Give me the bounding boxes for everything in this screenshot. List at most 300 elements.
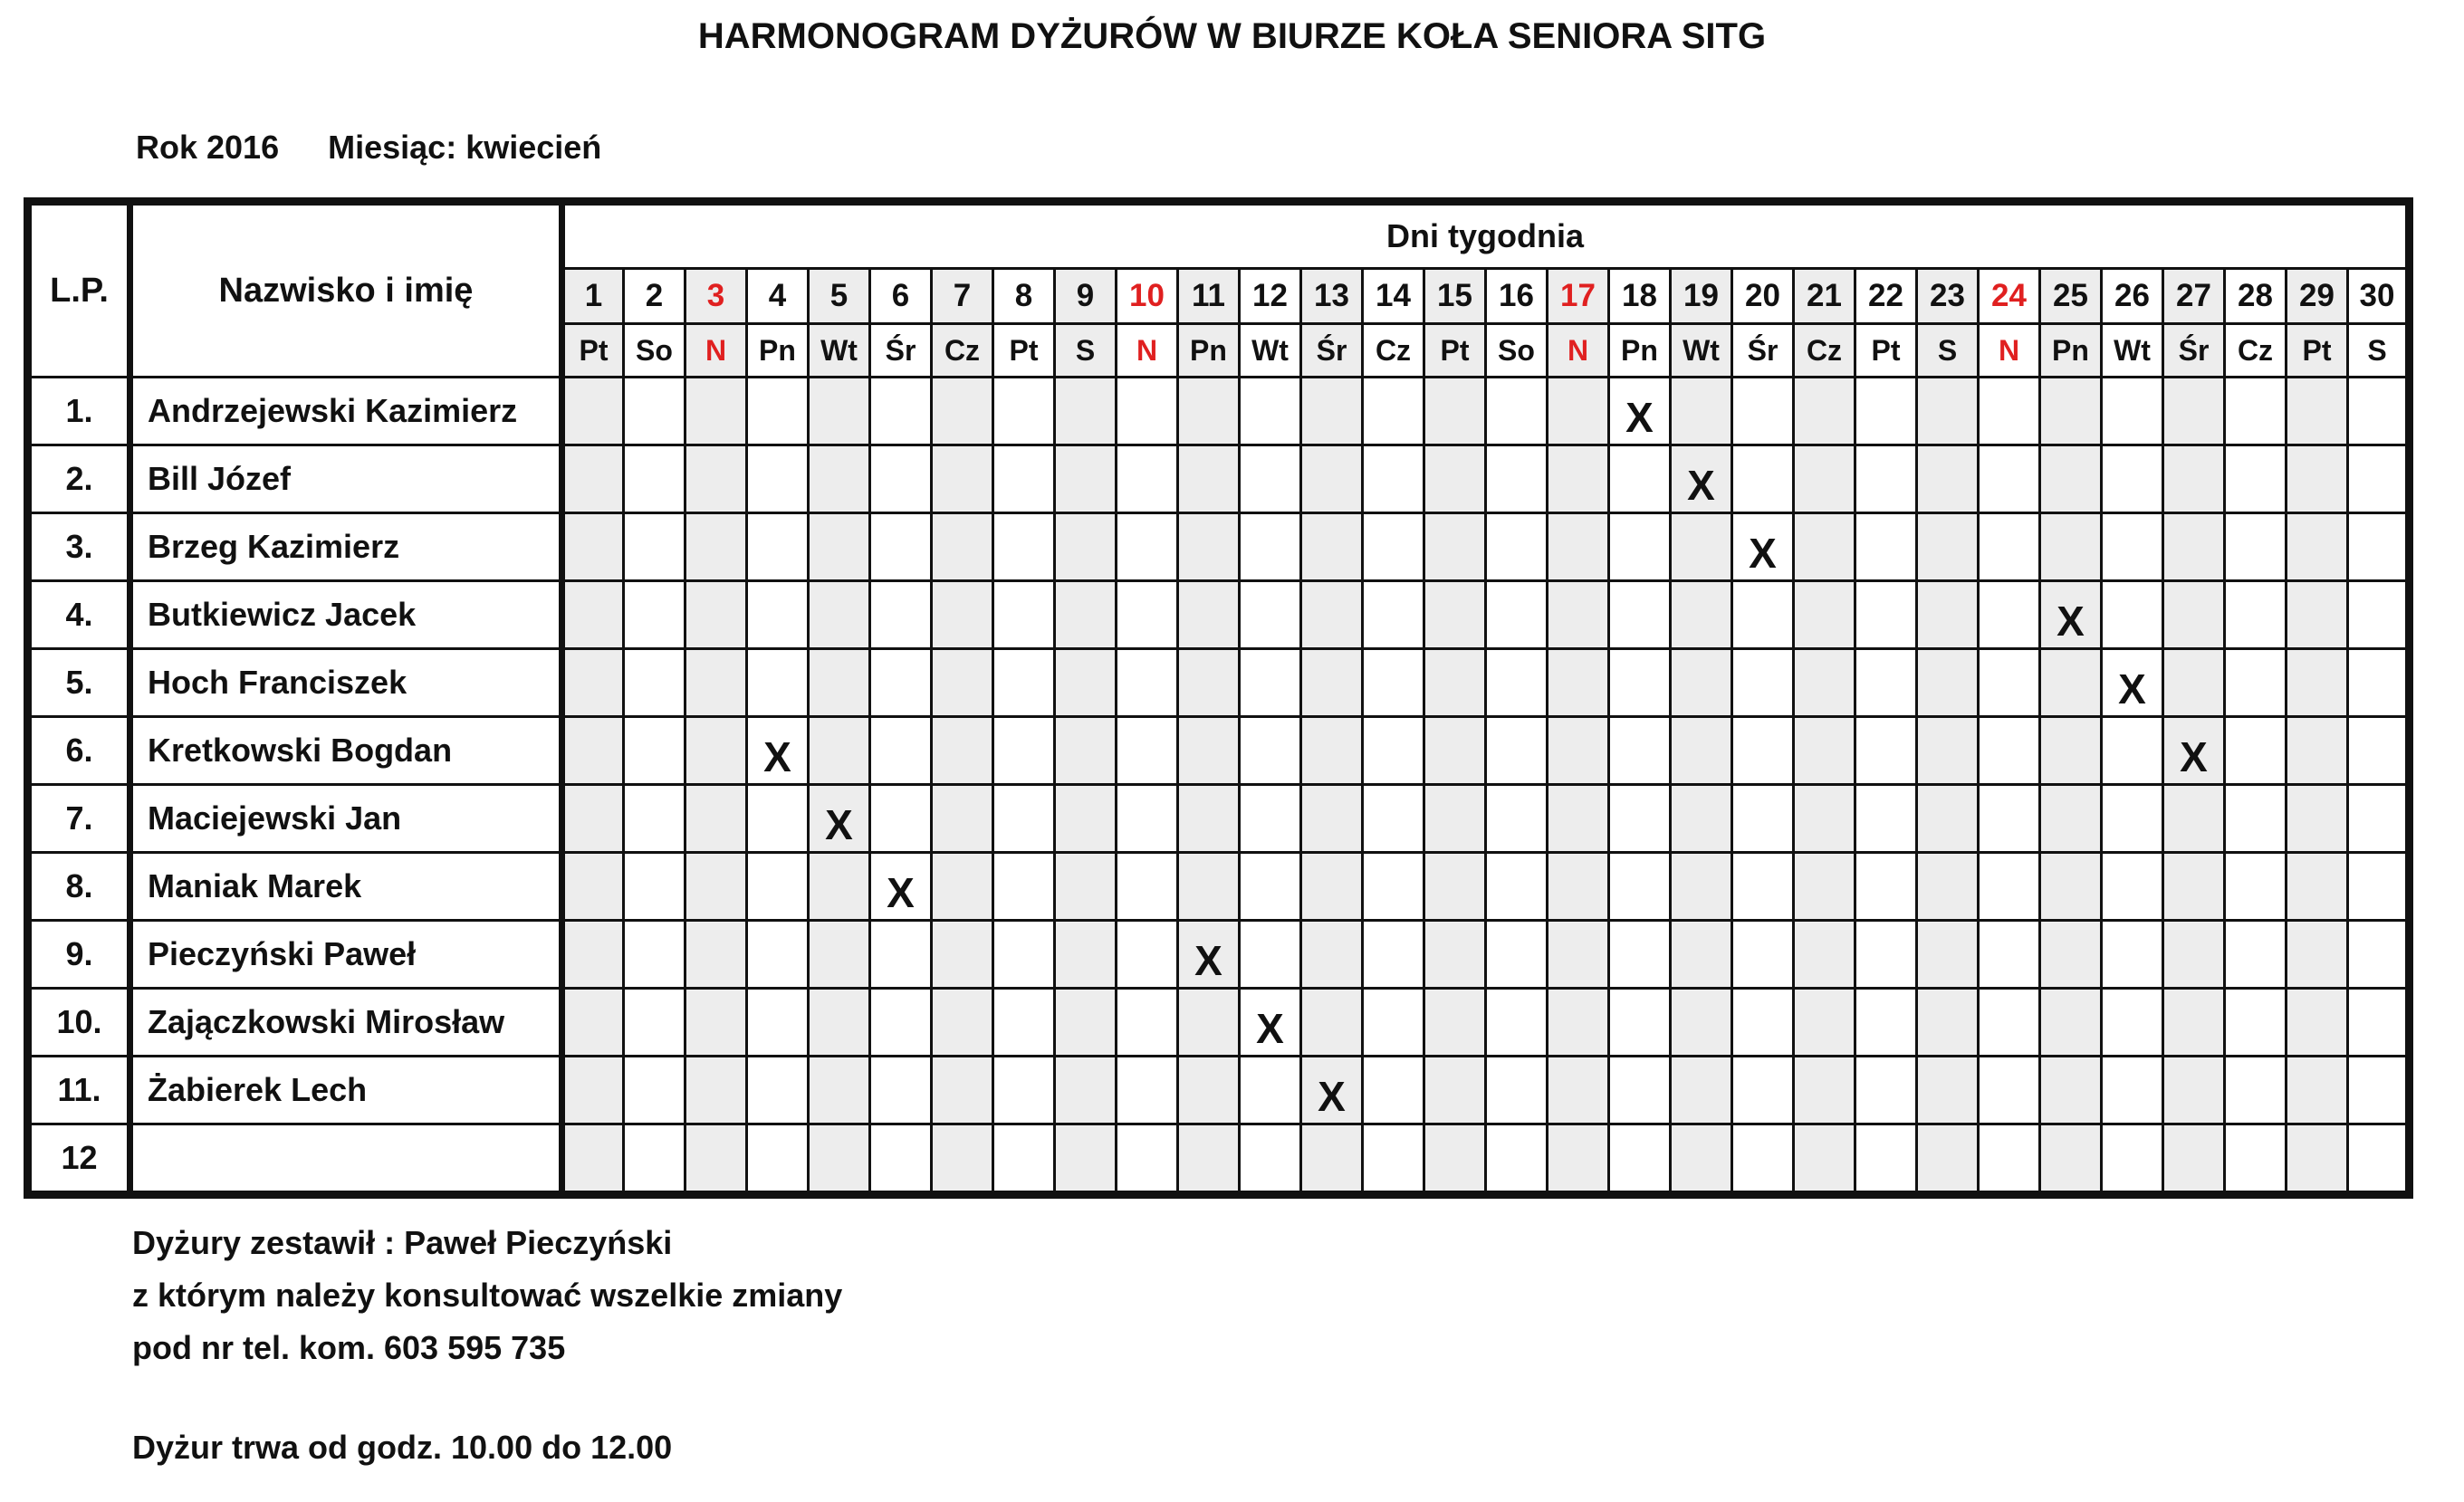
schedule-cell [1855,921,1917,989]
year-label: Rok 2016 [136,129,280,166]
lp-header: L.P. [28,202,130,378]
schedule-cell [1301,785,1363,853]
schedule-cell [2040,513,2102,581]
schedule-cell [1732,445,1794,513]
day-number: 9 [1055,269,1117,324]
duty-hours-note: Dyżur trwa od godz. 10.00 do 12.00 [132,1429,673,1466]
schedule-cell [2102,513,2163,581]
schedule-cell [1055,1124,1117,1195]
schedule-cell [2287,445,2348,513]
schedule-cell [1055,513,1117,581]
schedule-cell [1609,649,1671,717]
schedule-cell [2163,649,2225,717]
schedule-cell [624,649,686,717]
schedule-cell [1855,581,1917,649]
table-row [28,785,2410,853]
schedule-cell [1917,785,1979,853]
schedule-cell [1240,853,1301,921]
row-number: 7. [28,785,130,853]
schedule-cell [870,378,932,445]
schedule-cell [2163,853,2225,921]
day-abbr: N [1117,324,1178,378]
schedule-cell [1363,445,1424,513]
schedule-cell [1486,581,1548,649]
row-number: 11. [28,1057,130,1124]
schedule-cell [1732,717,1794,785]
table-row [28,989,2410,1057]
schedule-cell [562,989,624,1057]
schedule-cell [1240,378,1301,445]
schedule-cell [1178,1057,1240,1124]
schedule-cell [1424,785,1486,853]
schedule-cell [1178,378,1240,445]
schedule-cell [1917,378,1979,445]
schedule-cell [1117,581,1178,649]
duty-mark: X [870,853,932,921]
row-number: 6. [28,717,130,785]
schedule-cell [1979,1124,2040,1195]
day-abbr: Śr [1301,324,1363,378]
schedule-cell [1671,785,1732,853]
day-number: 10 [1117,269,1178,324]
schedule-cell [870,717,932,785]
schedule-cell [2225,445,2287,513]
schedule-cell [1548,581,1609,649]
schedule-cell [1548,378,1609,445]
schedule-cell [1979,445,2040,513]
schedule-cell [1301,853,1363,921]
schedule-cell [1917,1124,1979,1195]
schedule-cell [1917,649,1979,717]
schedule-cell [1178,785,1240,853]
schedule-cell [1855,1124,1917,1195]
schedule-cell [1301,378,1363,445]
day-number: 24 [1979,269,2040,324]
schedule-cell [1855,785,1917,853]
schedule-cell [1424,378,1486,445]
schedule-cell [2348,581,2410,649]
schedule-cell [1917,445,1979,513]
row-number: 8. [28,853,130,921]
schedule-cell [747,581,809,649]
schedule-cell [1609,921,1671,989]
schedule-cell [2102,853,2163,921]
schedule-cell [1855,989,1917,1057]
schedule-cell [1732,1057,1794,1124]
schedule-cell [1609,581,1671,649]
schedule-cell [1855,649,1917,717]
person-name: Żabierek Lech [130,1057,562,1124]
duty-mark: X [1240,989,1301,1057]
schedule-cell [1240,445,1301,513]
schedule-cell [1917,581,1979,649]
table-row [28,378,2410,445]
schedule-cell [1732,649,1794,717]
person-name: Butkiewicz Jacek [130,581,562,649]
schedule-cell [562,1124,624,1195]
schedule-cell [870,1057,932,1124]
schedule-cell [1794,1057,1855,1124]
schedule-cell [2287,921,2348,989]
day-abbr: Cz [2225,324,2287,378]
schedule-cell [1732,921,1794,989]
schedule-cell [1117,717,1178,785]
duty-mark: X [809,785,870,853]
schedule-cell [870,513,932,581]
schedule-cell [2040,1057,2102,1124]
schedule-cell [1609,445,1671,513]
day-number: 2 [624,269,686,324]
schedule-cell [1424,1124,1486,1195]
schedule-cell [686,989,747,1057]
schedule-cell [1240,513,1301,581]
schedule-cell [1240,717,1301,785]
schedule-cell [932,717,993,785]
schedule-cell [2040,378,2102,445]
schedule-cell [1486,785,1548,853]
day-abbr: Cz [1794,324,1855,378]
schedule-cell [624,717,686,785]
schedule-cell [562,513,624,581]
person-name: Kretkowski Bogdan [130,717,562,785]
schedule-cell [809,445,870,513]
schedule-cell [809,853,870,921]
days-header: Dni tygodnia [562,202,2410,269]
schedule-cell [1732,581,1794,649]
schedule-cell [993,1057,1055,1124]
day-abbr: S [1055,324,1117,378]
schedule-cell [1486,513,1548,581]
schedule-cell [2102,378,2163,445]
schedule-cell [1855,513,1917,581]
person-name: Pieczyński Paweł [130,921,562,989]
duty-mark: X [2102,649,2163,717]
schedule-cell [2287,378,2348,445]
duty-mark: X [1732,513,1794,581]
schedule-cell [624,378,686,445]
schedule-cell [809,717,870,785]
schedule-cell [2287,649,2348,717]
schedule-cell [624,581,686,649]
schedule-cell [993,649,1055,717]
schedule-cell [1855,717,1917,785]
schedule-cell [1055,445,1117,513]
day-number: 3 [686,269,747,324]
schedule-cell [1240,921,1301,989]
row-number: 4. [28,581,130,649]
schedule-cell [2225,1057,2287,1124]
schedule-cell [2102,1124,2163,1195]
schedule-cell [1794,445,1855,513]
table-row [28,853,2410,921]
schedule-cell [1486,921,1548,989]
row-number: 5. [28,649,130,717]
schedule-cell [1240,649,1301,717]
schedule-cell [1671,513,1732,581]
schedule-cell [1178,581,1240,649]
schedule-cell [1424,445,1486,513]
schedule-cell [1363,853,1424,921]
schedule-cell [1671,581,1732,649]
schedule-cell [2225,717,2287,785]
day-number: 26 [2102,269,2163,324]
page-title: HARMONOGRAM DYŻURÓW W BIURZE KOŁA SENIORA SITG [697,16,1767,56]
schedule-cell [1301,513,1363,581]
schedule-cell [1240,785,1301,853]
schedule-cell [1548,445,1609,513]
consult-note: z którym należy konsultować wszelkie zmiany [132,1277,843,1314]
schedule-cell [1548,1124,1609,1195]
schedule-cell [1301,649,1363,717]
schedule-cell [1548,513,1609,581]
day-number: 12 [1240,269,1301,324]
schedule-cell [1609,853,1671,921]
schedule-cell [624,989,686,1057]
schedule-cell [1117,1057,1178,1124]
schedule-cell [1117,989,1178,1057]
schedule-cell [1671,989,1732,1057]
schedule-cell [993,1124,1055,1195]
schedule-cell [562,1057,624,1124]
schedule-cell [870,581,932,649]
schedule-cell [1979,1057,2040,1124]
schedule-cell [1178,513,1240,581]
schedule-cell [1486,853,1548,921]
schedule-cell [809,649,870,717]
day-abbr: So [624,324,686,378]
schedule-cell [809,1124,870,1195]
schedule-cell [2348,989,2410,1057]
day-abbr: Śr [870,324,932,378]
schedule-cell [2163,445,2225,513]
schedule-cell [1979,921,2040,989]
table-row [28,921,2410,989]
schedule-cell [747,921,809,989]
schedule-cell [747,853,809,921]
schedule-cell [1794,717,1855,785]
schedule-cell [2287,581,2348,649]
schedule-cell [2225,649,2287,717]
schedule-cell [562,581,624,649]
schedule-cell [1178,717,1240,785]
schedule-cell [624,445,686,513]
table-row [28,581,2410,649]
day-number: 23 [1917,269,1979,324]
schedule-cell [2225,921,2287,989]
schedule-cell [1917,921,1979,989]
schedule-cell [2102,785,2163,853]
schedule-cell [993,378,1055,445]
schedule-cell [2040,989,2102,1057]
day-number: 28 [2225,269,2287,324]
schedule-cell [1117,785,1178,853]
schedule-cell [1363,649,1424,717]
schedule-cell [870,989,932,1057]
schedule-cell [1794,785,1855,853]
schedule-cell [1486,378,1548,445]
day-abbr: Cz [932,324,993,378]
schedule-cell [1424,853,1486,921]
schedule-cell [2348,445,2410,513]
schedule-cell [686,717,747,785]
schedule-cell [562,445,624,513]
schedule-cell [993,989,1055,1057]
schedule-cell [1979,378,2040,445]
day-number: 16 [1486,269,1548,324]
schedule-cell [1855,378,1917,445]
schedule-cell [1055,1057,1117,1124]
schedule-cell [1363,581,1424,649]
schedule-cell [1055,853,1117,921]
day-abbr: Pt [2287,324,2348,378]
schedule-cell [686,649,747,717]
schedule-cell [1609,513,1671,581]
day-number: 8 [993,269,1055,324]
schedule-cell [624,785,686,853]
schedule-cell [2287,513,2348,581]
schedule-cell [2163,989,2225,1057]
schedule-cell [1055,785,1117,853]
day-number: 4 [747,269,809,324]
row-number: 9. [28,921,130,989]
schedule-cell [1794,989,1855,1057]
schedule-cell [993,717,1055,785]
schedule-cell [932,581,993,649]
row-number: 3. [28,513,130,581]
schedule-cell [2040,649,2102,717]
schedule-cell [870,921,932,989]
duty-mark: X [1178,921,1240,989]
schedule-cell [1117,378,1178,445]
schedule-cell [1794,581,1855,649]
schedule-cell [2348,649,2410,717]
schedule-cell [1363,1057,1424,1124]
day-number: 5 [809,269,870,324]
day-abbr: Pn [1609,324,1671,378]
table-row [28,649,2410,717]
row-number: 2. [28,445,130,513]
day-abbr: Wt [1240,324,1301,378]
schedule-cell [1671,1124,1732,1195]
day-number: 18 [1609,269,1671,324]
schedule-cell [1363,717,1424,785]
schedule-cell [562,649,624,717]
schedule-cell [686,785,747,853]
day-number: 15 [1424,269,1486,324]
schedule-cell [2163,581,2225,649]
schedule-cell [1671,378,1732,445]
schedule-cell [2225,378,2287,445]
schedule-cell [747,649,809,717]
table-row [28,513,2410,581]
schedule-cell [932,513,993,581]
schedule-cell [1301,581,1363,649]
schedule-cell [562,921,624,989]
schedule-cell [2040,921,2102,989]
schedule-cell [2348,513,2410,581]
schedule-cell [1671,1057,1732,1124]
schedule-cell [1301,1124,1363,1195]
schedule-cell [1055,649,1117,717]
day-number: 20 [1732,269,1794,324]
schedule-cell [809,378,870,445]
schedule-cell [624,921,686,989]
schedule-cell [1548,853,1609,921]
schedule-cell [1363,513,1424,581]
schedule-cell [1671,921,1732,989]
schedule-cell [1117,445,1178,513]
person-name: Hoch Franciszek [130,649,562,717]
schedule-cell [2163,785,2225,853]
schedule-cell [747,513,809,581]
schedule-cell [1979,717,2040,785]
schedule-cell [1609,989,1671,1057]
schedule-cell [2225,1124,2287,1195]
schedule-cell [1055,989,1117,1057]
schedule-cell [1178,1124,1240,1195]
person-name: Maciejewski Jan [130,785,562,853]
schedule-cell [1178,445,1240,513]
schedule-cell [747,785,809,853]
schedule-cell [2040,717,2102,785]
schedule-cell [1855,853,1917,921]
schedule-cell [1424,513,1486,581]
day-abbr: Pt [993,324,1055,378]
schedule-cell [1424,921,1486,989]
schedule-cell [809,989,870,1057]
schedule-cell [870,1124,932,1195]
day-number: 25 [2040,269,2102,324]
schedule-cell [2163,513,2225,581]
schedule-cell [870,649,932,717]
schedule-cell [993,445,1055,513]
schedule-cell [2040,785,2102,853]
schedule-cell [993,581,1055,649]
schedule-cell [2287,717,2348,785]
schedule-cell [1424,989,1486,1057]
schedule-cell [1548,989,1609,1057]
day-number: 11 [1178,269,1240,324]
schedule-cell [624,1124,686,1195]
day-number: 6 [870,269,932,324]
schedule-cell [2287,1057,2348,1124]
schedule-cell [993,921,1055,989]
schedule-cell [1794,1124,1855,1195]
schedule-cell [686,1057,747,1124]
day-number: 1 [562,269,624,324]
day-abbr: So [1486,324,1548,378]
schedule-cell [2348,1057,2410,1124]
schedule-cell [2348,853,2410,921]
day-number: 22 [1855,269,1917,324]
schedule-cell [2348,717,2410,785]
duty-mark: X [2040,581,2102,649]
schedule-cell [747,1057,809,1124]
table-row [28,1057,2410,1124]
schedule-cell [2225,785,2287,853]
schedule-cell [2040,1124,2102,1195]
table-row [28,717,2410,785]
schedule-cell [1548,649,1609,717]
schedule-cell [2163,1057,2225,1124]
schedule-cell [1979,513,2040,581]
person-name: Maniak Marek [130,853,562,921]
schedule-cell [1917,717,1979,785]
schedule-cell [1609,785,1671,853]
day-abbr: Śr [2163,324,2225,378]
day-abbr: Wt [2102,324,2163,378]
day-abbr: Pn [1178,324,1240,378]
